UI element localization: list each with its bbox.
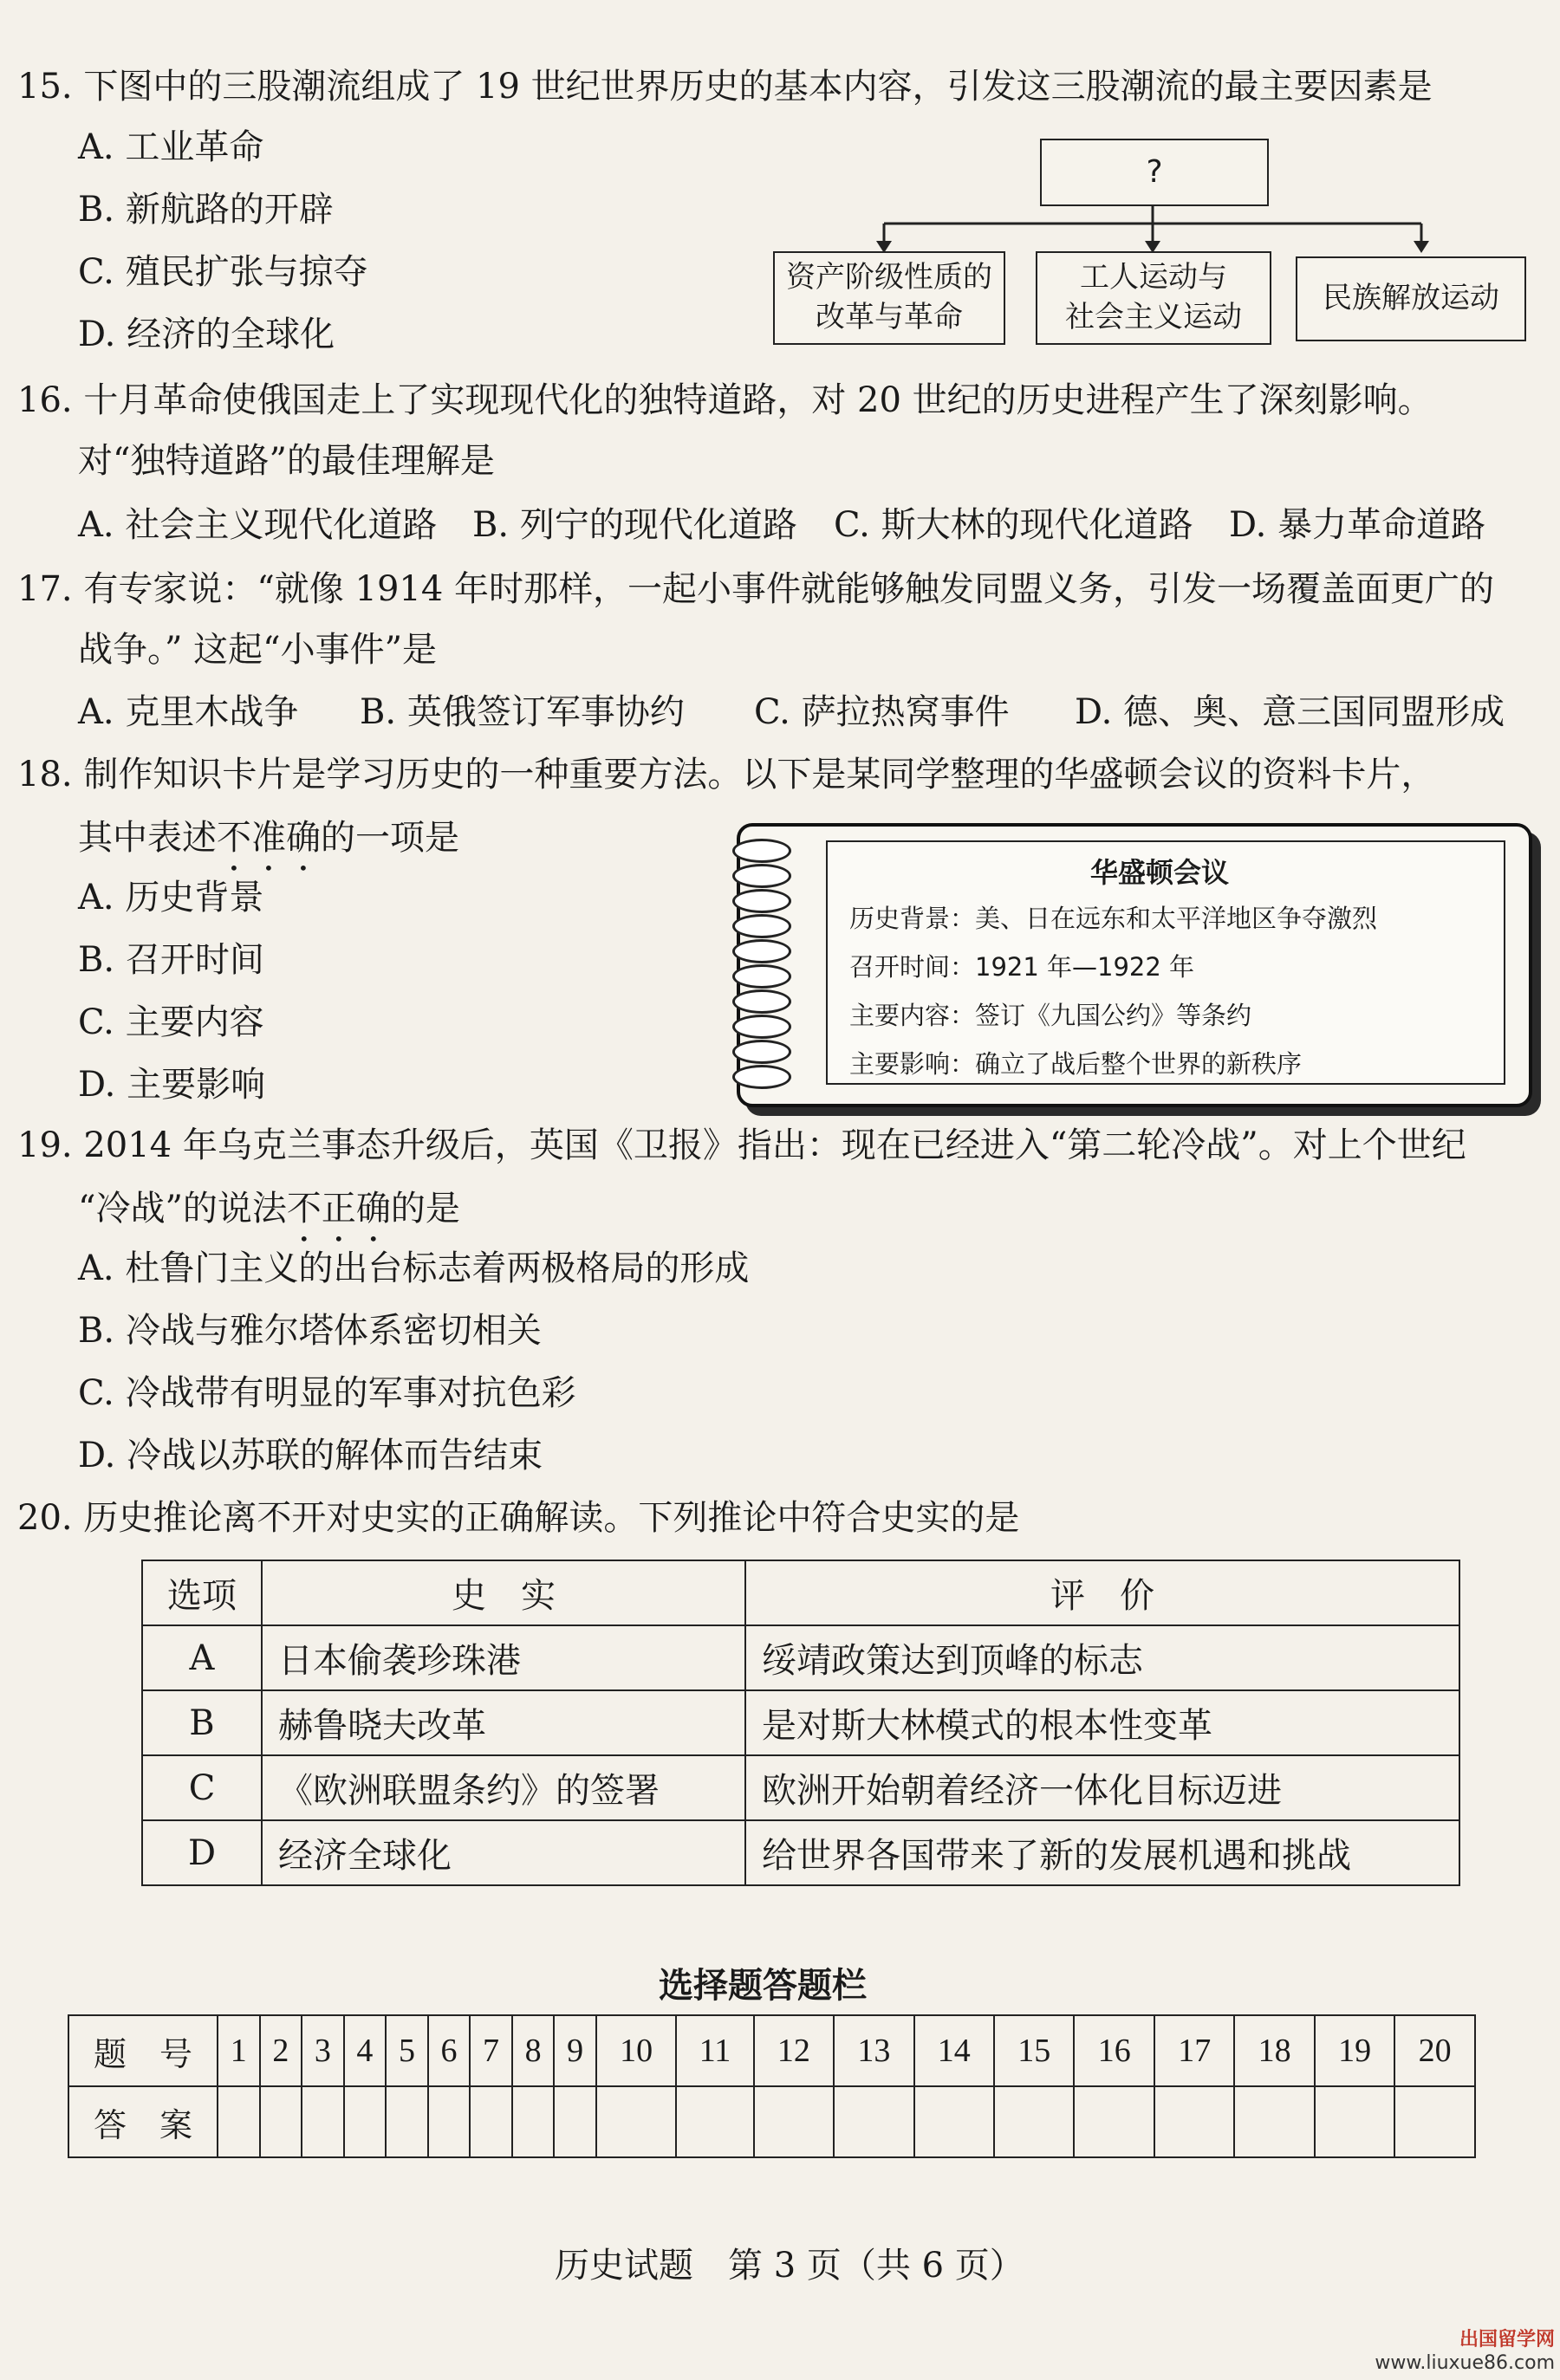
q18-stem-line2: 其中表述不准确的一项是 — [78, 818, 459, 858]
answer-cell[interactable] — [302, 2086, 344, 2157]
answer-cell[interactable] — [386, 2086, 428, 2157]
table-row — [142, 1625, 1459, 1690]
diagram-box-national-liberation: 民族解放运动 — [1296, 256, 1526, 341]
q20-stem: 20. 历史推论离不开对史实的正确解读。下列推论中符合史实的是 — [17, 1498, 1020, 1538]
answer-cell[interactable] — [1154, 2086, 1234, 2157]
q19-stem-line1: 19. 2014 年乌克兰事态升级后，英国《卫报》指出：现在已经进入“第二轮冷战”。对上个世纪 — [17, 1125, 1466, 1165]
q19-stem-line2: “冷战”的说法不正确的是 — [78, 1189, 460, 1229]
answer-number-row — [68, 2015, 1475, 2086]
number-label: 题 号 — [68, 2015, 218, 2086]
answer-cell[interactable] — [994, 2086, 1074, 2157]
answer-cell[interactable] — [1394, 2086, 1475, 2157]
q15-option-d: D. 经济的全球化 — [78, 315, 335, 354]
q18-option-b: B. 召开时间 — [78, 940, 264, 980]
question-number-cell: 7 — [470, 2015, 512, 2086]
table-row — [142, 1820, 1459, 1885]
question-number-cell: 16 — [1074, 2015, 1154, 2086]
q18-emphasis: 不准确 — [217, 818, 321, 858]
answer-cell[interactable] — [1074, 2086, 1154, 2157]
question-number-cell: 10 — [596, 2015, 676, 2086]
q17-option-c: C. 萨拉热窝事件 — [754, 692, 1010, 732]
answer-cell[interactable] — [754, 2086, 834, 2157]
question-number-cell: 15 — [994, 2015, 1074, 2086]
card-title: 华盛顿会议 — [1090, 856, 1230, 889]
card-line-background: 历史背景：美、日在远东和太平洋地区争夺激烈 — [849, 904, 1378, 933]
answer-cell[interactable] — [428, 2086, 471, 2157]
q19-option-d: D. 冷战以苏联的解体而告结束 — [78, 1436, 543, 1475]
diagram-top-box: ? — [1040, 139, 1269, 206]
question-number-cell: 4 — [344, 2015, 387, 2086]
question-number-cell: 5 — [386, 2015, 428, 2086]
question-number-cell: 18 — [1234, 2015, 1314, 2086]
q18-option-c: C. 主要内容 — [78, 1002, 264, 1042]
answer-cell[interactable] — [834, 2086, 913, 2157]
row-evaluation: 绥靖政策达到顶峰的标志 — [745, 1625, 1459, 1690]
answer-cell[interactable] — [676, 2086, 753, 2157]
row-option: C — [142, 1755, 262, 1820]
header-evaluation: 评 价 — [745, 1560, 1459, 1625]
q15-option-c: C. 殖民扩张与掠夺 — [78, 252, 368, 292]
question-number-cell: 1 — [218, 2015, 260, 2086]
header-option: 选项 — [142, 1560, 262, 1625]
q19-emphasis: 不正确 — [286, 1189, 391, 1229]
answer-cell[interactable] — [1315, 2086, 1394, 2157]
diagram-box-bourgeois-revolution: 资产阶级性质的 改革与革命 — [773, 251, 1005, 345]
q17-option-a: A. 克里木战争 — [78, 692, 299, 732]
q19-option-c: C. 冷战带有明显的军事对抗色彩 — [78, 1373, 576, 1413]
row-fact: 经济全球化 — [262, 1820, 745, 1885]
q18-option-a: A. 历史背景 — [78, 878, 264, 918]
diagram-box-workers-movement: 工人运动与 社会主义运动 — [1036, 251, 1271, 345]
row-option: B — [142, 1690, 262, 1755]
q16-option-d: D. 暴力革命道路 — [1229, 505, 1486, 545]
site-watermark: 出国留学网 www.liuxue86.com — [1375, 2329, 1555, 2374]
answer-table — [68, 2014, 1476, 2158]
question-number-cell: 13 — [834, 2015, 913, 2086]
q18-stem-line1: 18. 制作知识卡片是学习历史的一种重要方法。以下是某同学整理的华盛顿会议的资料卡片， — [17, 755, 1436, 794]
question-number-cell: 9 — [554, 2015, 596, 2086]
q16-option-c: C. 斯大林的现代化道路 — [834, 505, 1193, 545]
row-fact: 日本偷袭珍珠港 — [262, 1625, 745, 1690]
answer-table-title: 选择题答题栏 — [659, 1966, 867, 2006]
question-number-cell: 3 — [302, 2015, 344, 2086]
card-line-time: 召开时间：1921 年—1922 年 — [849, 952, 1195, 982]
header-fact: 史 实 — [262, 1560, 745, 1625]
row-fact: 《欧洲联盟条约》的签署 — [262, 1755, 745, 1820]
answer-label: 答 案 — [68, 2086, 218, 2157]
answer-cell[interactable] — [596, 2086, 676, 2157]
question-number-cell: 2 — [260, 2015, 302, 2086]
answer-input-row — [68, 2086, 1475, 2157]
q20-table — [141, 1560, 1460, 1886]
answer-cell[interactable] — [260, 2086, 302, 2157]
answer-cell[interactable] — [344, 2086, 387, 2157]
q16-option-b: B. 列宁的现代化道路 — [472, 505, 797, 545]
q17-option-b: B. 英俄签订军事协约 — [360, 692, 685, 732]
q19-option-b: B. 冷战与雅尔塔体系密切相关 — [78, 1311, 542, 1351]
question-number-cell: 20 — [1394, 2015, 1475, 2086]
q17-option-d: D. 德、奥、意三国同盟形成 — [1075, 692, 1505, 732]
q15-option-a: A. 工业革命 — [78, 127, 264, 167]
card-line-content: 主要内容：签订《九国公约》等条约 — [849, 1001, 1252, 1030]
row-fact: 赫鲁晓夫改革 — [262, 1690, 745, 1755]
question-number-cell: 11 — [676, 2015, 753, 2086]
question-number-cell: 14 — [914, 2015, 994, 2086]
answer-cell[interactable] — [218, 2086, 260, 2157]
card-line-impact: 主要影响：确立了战后整个世界的新秩序 — [849, 1049, 1303, 1079]
answer-cell[interactable] — [914, 2086, 994, 2157]
table-row — [142, 1755, 1459, 1820]
q16-option-a: A. 社会主义现代化道路 — [78, 505, 438, 545]
row-option: D — [142, 1820, 262, 1885]
question-number-cell: 6 — [428, 2015, 471, 2086]
row-evaluation: 欧洲开始朝着经济一体化目标迈进 — [745, 1755, 1459, 1820]
answer-cell[interactable] — [1234, 2086, 1314, 2157]
row-option: A — [142, 1625, 262, 1690]
answer-cell[interactable] — [554, 2086, 596, 2157]
q17-stem-line1: 17. 有专家说：“就像 1914 年时那样，一起小事件就能够触发同盟义务，引发一场覆盖面更广的 — [17, 569, 1495, 609]
question-number-cell: 12 — [754, 2015, 834, 2086]
q19-option-a: A. 杜鲁门主义的出台标志着两极格局的形成 — [78, 1248, 750, 1288]
q17-stem-line2: 战争。” 这起“小事件”是 — [78, 630, 438, 670]
row-evaluation: 是对斯大林模式的根本性变革 — [745, 1690, 1459, 1755]
q15-option-b: B. 新航路的开辟 — [78, 190, 334, 230]
question-number-cell: 19 — [1315, 2015, 1394, 2086]
table-header-row — [142, 1560, 1459, 1625]
q18-option-d: D. 主要影响 — [78, 1065, 266, 1105]
q15-stem: 15. 下图中的三股潮流组成了 19 世纪世界历史的基本内容，引发这三股潮流的最主要因素是 — [17, 67, 1433, 107]
question-number-cell: 8 — [512, 2015, 555, 2086]
row-evaluation: 给世界各国带来了新的发展机遇和挑战 — [745, 1820, 1459, 1885]
page-footer: 历史试题 第 3 页（共 6 页） — [555, 2246, 1024, 2286]
q16-stem-line2: 对“独特道路”的最佳理解是 — [78, 441, 495, 481]
q16-stem-line1: 16. 十月革命使俄国走上了实现现代化的独特道路，对 20 世纪的历史进程产生了深刻影响。 — [17, 380, 1433, 420]
answer-cell[interactable] — [512, 2086, 555, 2157]
table-row — [142, 1690, 1459, 1755]
question-number-cell: 17 — [1154, 2015, 1234, 2086]
answer-cell[interactable] — [470, 2086, 512, 2157]
